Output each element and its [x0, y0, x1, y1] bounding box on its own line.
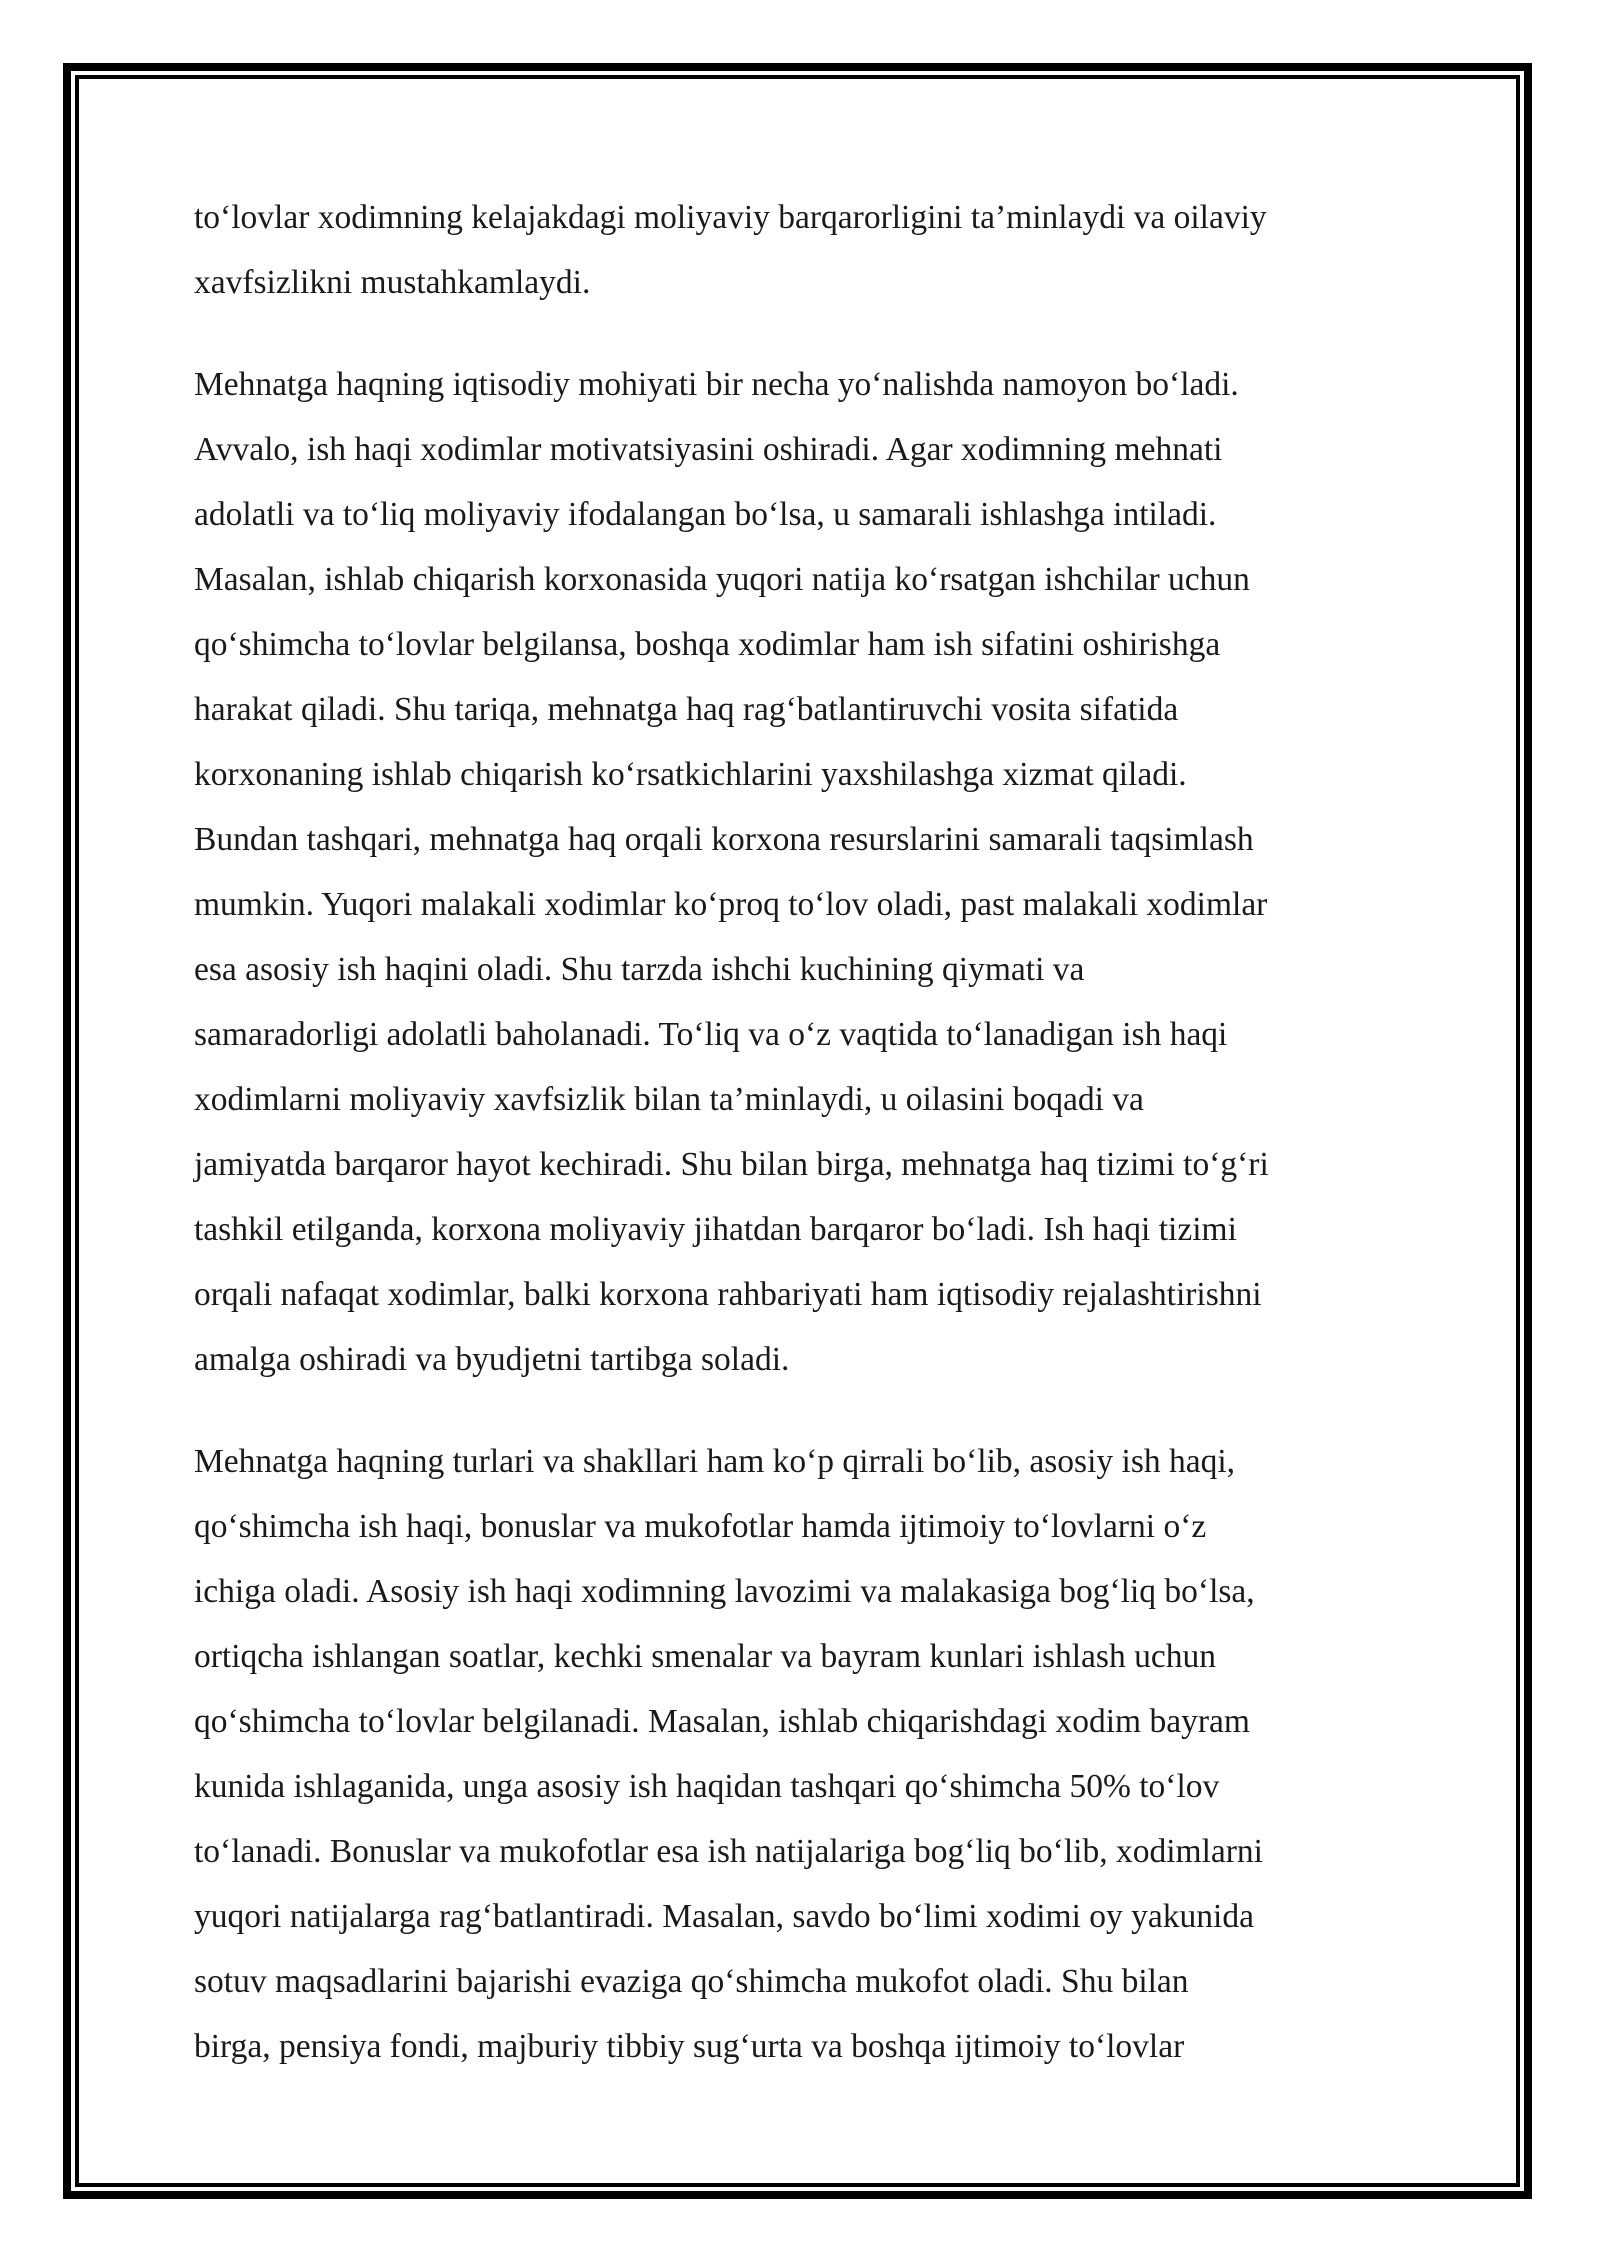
- text-line: harakat qiladi. Shu tariqa, mehnatga haq rag‘batlantiruvchi vosita sifatida: [194, 691, 1179, 728]
- text-line: to‘lovlar xodimning kelajakdagi moliyaviy barqarorligini ta’minlaydi va oilaviy: [194, 199, 1267, 236]
- text-line: qo‘shimcha to‘lovlar belgilansa, boshqa xodimlar ham ish sifatini oshirishga: [194, 626, 1221, 663]
- text-line: korxonaning ishlab chiqarish ko‘rsatkichlarini yaxshilashga xizmat qiladi.: [194, 756, 1187, 793]
- text-line: to‘lanadi. Bonuslar va mukofotlar esa ish natijalariga bog‘liq bo‘lib, xodimlarni: [194, 1833, 1263, 1870]
- text-line: qo‘shimcha ish haqi, bonuslar va mukofotlar hamda ijtimoiy to‘lovlarni o‘z: [194, 1508, 1207, 1545]
- text-line: sotuv maqsadlarini bajarishi evaziga qo‘shimcha mukofot oladi. Shu bilan: [194, 1963, 1189, 2000]
- text-line: orqali nafaqat xodimlar, balki korxona rahbariyati ham iqtisodiy rejalashtirishni: [194, 1276, 1262, 1313]
- text-line: mumkin. Yuqori malakali xodimlar ko‘proq to‘lov oladi, past malakali xodimlar: [194, 886, 1268, 923]
- text-line: Mehnatga haqning turlari va shakllari ham ko‘p qirrali bo‘lib, asosiy ish haqi,: [194, 1443, 1236, 1480]
- text-line: amalga oshiradi va byudjetni tartibga soladi.: [194, 1341, 790, 1378]
- text-line: yuqori natijalarga rag‘batlantiradi. Masalan, savdo bo‘limi xodimi oy yakunida: [194, 1898, 1254, 1935]
- text-line: Mehnatga haqning iqtisodiy mohiyati bir necha yo‘nalishda namoyon bo‘ladi.: [194, 366, 1239, 403]
- text-line: xavfsizlikni mustahkamlaydi.: [194, 264, 591, 301]
- paragraph-3: [194, 1429, 1414, 2079]
- text-line: ichiga oladi. Asosiy ish haqi xodimning lavozimi va malakasiga bog‘liq bo‘lsa,: [194, 1573, 1255, 1610]
- text-line: adolatli va to‘liq moliyaviy ifodalangan bo‘lsa, u samarali ishlashga intiladi.: [194, 496, 1217, 533]
- text-line: qo‘shimcha to‘lovlar belgilanadi. Masalan, ishlab chiqarishdagi xodim bayram: [194, 1703, 1250, 1740]
- text-line: kunida ishlaganida, unga asosiy ish haqidan tashqari qo‘shimcha 50% to‘lov: [194, 1768, 1220, 1805]
- document-body: [194, 185, 1414, 2116]
- text-line: Bundan tashqari, mehnatga haq orqali korxona resurslarini samarali taqsimlash: [194, 821, 1254, 858]
- text-line: jamiyatda barqaror hayot kechiradi. Shu bilan birga, mehnatga haq tizimi to‘g‘ri: [194, 1146, 1269, 1183]
- text-line: ortiqcha ishlangan soatlar, kechki smenalar va bayram kunlari ishlash uchun: [194, 1638, 1216, 1675]
- paragraph-2: [194, 352, 1414, 1392]
- text-line: samaradorligi adolatli baholanadi. To‘liq va o‘z vaqtida to‘lanadigan ish haqi: [194, 1016, 1228, 1053]
- text-line: Masalan, ishlab chiqarish korxonasida yuqori natija ko‘rsatgan ishchilar uchun: [194, 561, 1250, 598]
- text-line: tashkil etilganda, korxona moliyaviy jihatdan barqaror bo‘ladi. Ish haqi tizimi: [194, 1211, 1237, 1248]
- text-line: xodimlarni moliyaviy xavfsizlik bilan ta’minlaydi, u oilasini boqadi va: [194, 1081, 1144, 1118]
- text-line: Avvalo, ish haqi xodimlar motivatsiyasini oshiradi. Agar xodimning mehnati: [194, 431, 1223, 468]
- text-line: esa asosiy ish haqini oladi. Shu tarzda ishchi kuchining qiymati va: [194, 951, 1085, 988]
- paragraph-1: [194, 185, 1414, 315]
- text-line: birga, pensiya fondi, majburiy tibbiy sug‘urta va boshqa ijtimoiy to‘lovlar: [194, 2028, 1185, 2065]
